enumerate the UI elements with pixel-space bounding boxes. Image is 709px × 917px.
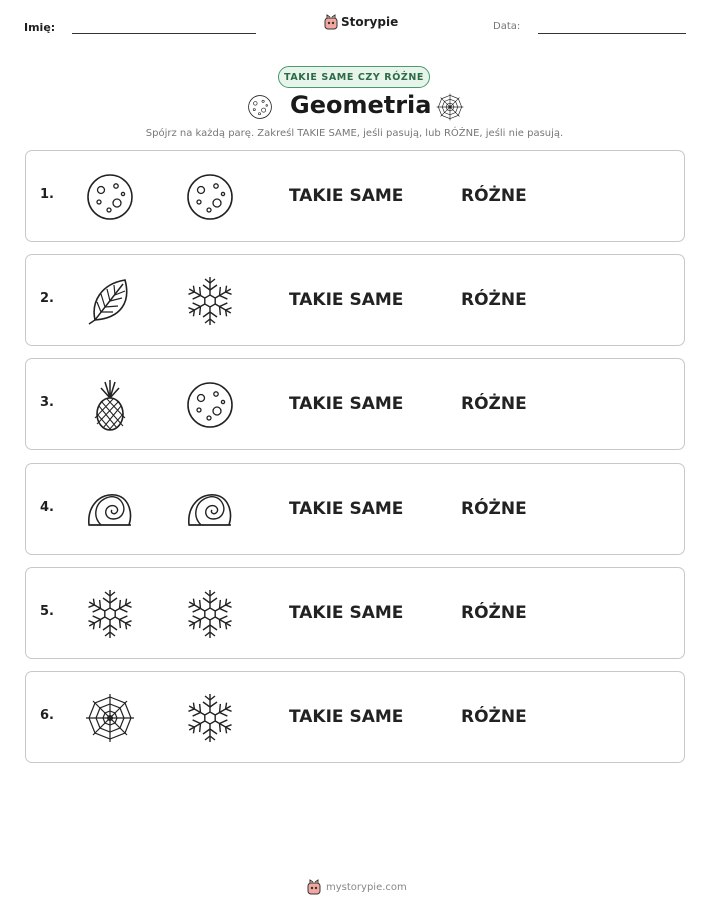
same-option[interactable]: TAKIE SAME — [289, 602, 404, 623]
same-option[interactable]: TAKIE SAME — [289, 498, 404, 519]
exercise-card — [25, 567, 685, 659]
name-label: Imię: — [24, 21, 56, 34]
title-row — [0, 90, 709, 124]
worksheet-header — [0, 0, 709, 50]
page-title: Geometria — [290, 91, 432, 119]
same-option[interactable]: TAKIE SAME — [289, 186, 404, 206]
snowflake-icon — [83, 587, 137, 641]
exercise-card — [25, 254, 685, 346]
activity-badge: TAKIE SAME CZY RÓŻNE — [278, 66, 430, 88]
pineapple-icon — [83, 378, 137, 432]
snowflake-icon — [183, 691, 237, 745]
date-field-line[interactable] — [538, 33, 686, 34]
item-number: 2. — [40, 291, 54, 307]
mascot-icon — [324, 14, 338, 30]
snowflake-icon — [183, 587, 237, 641]
item-number: 6. — [40, 708, 54, 723]
different-option[interactable]: RÓŻNE — [461, 498, 527, 519]
item-number: 4. — [40, 499, 54, 515]
moon-icon — [183, 378, 237, 432]
brand-logo — [324, 14, 398, 30]
shell-icon — [83, 483, 137, 537]
moon-icon — [83, 170, 137, 224]
shell-icon — [183, 483, 237, 537]
item-number: 5. — [40, 603, 54, 619]
exercise-card — [25, 463, 685, 555]
same-option[interactable]: TAKIE SAME — [289, 394, 404, 415]
date-label: Data: — [493, 21, 521, 32]
exercise-card — [25, 671, 685, 763]
brand-name: Storypie — [341, 15, 399, 29]
different-option[interactable]: RÓŻNE — [461, 186, 527, 206]
snowflake-icon — [183, 274, 237, 328]
name-field-line[interactable] — [72, 33, 256, 34]
leaf-icon — [83, 274, 137, 328]
exercise-card — [25, 150, 685, 242]
moon-icon — [246, 93, 274, 121]
item-number: 1. — [40, 187, 54, 202]
footer-site: mystorypie.com — [326, 881, 407, 893]
same-option[interactable]: TAKIE SAME — [289, 707, 404, 727]
footer — [307, 879, 407, 895]
different-option[interactable]: RÓŻNE — [461, 707, 527, 727]
instructions-text: Spójrz na każdą parę. Zakreśl TAKIE SAME, jeśli pasują, lub RÓŻNE, jeśli nie pasują. — [145, 128, 564, 139]
spiderweb-icon — [435, 92, 465, 122]
same-option[interactable]: TAKIE SAME — [289, 290, 404, 311]
different-option[interactable]: RÓŻNE — [461, 290, 527, 311]
moon-icon — [183, 170, 237, 224]
item-number: 3. — [40, 395, 54, 411]
spiderweb-icon — [83, 691, 137, 745]
different-option[interactable]: RÓŻNE — [461, 602, 527, 623]
mascot-icon — [307, 879, 321, 895]
different-option[interactable]: RÓŻNE — [461, 394, 527, 415]
exercise-card — [25, 358, 685, 450]
